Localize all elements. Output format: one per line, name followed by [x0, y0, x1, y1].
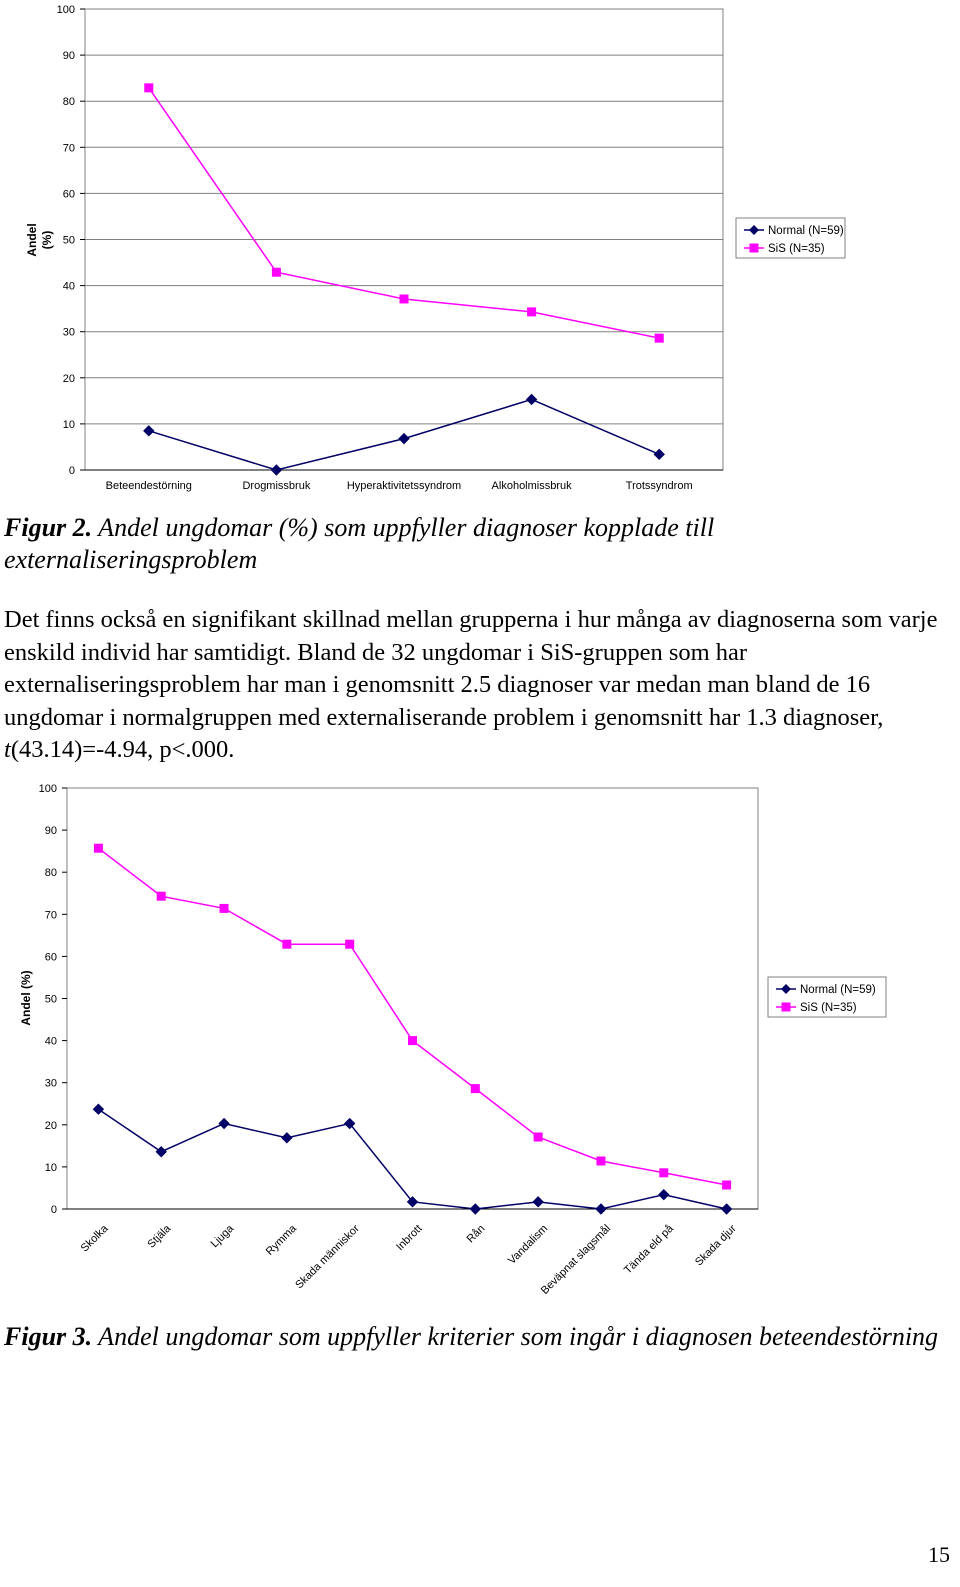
body-paragraph: [4, 604, 954, 767]
data-point-sis: [345, 940, 354, 949]
data-point-normal: [659, 1190, 669, 1200]
data-point-sis: [534, 1133, 543, 1142]
x-category-label: Rymma: [263, 1222, 299, 1258]
x-category-label: Skada djur: [693, 1222, 739, 1269]
x-category-label: Hyperaktivitetssyndrom: [346, 480, 462, 492]
data-point-normal: [470, 1204, 480, 1214]
figure-3-caption: [4, 1321, 944, 1353]
y-tick-label: 90: [62, 50, 75, 63]
data-point-sis: [659, 1168, 668, 1177]
data-point-sis: [471, 1084, 480, 1093]
data-point-normal: [271, 465, 281, 475]
y-tick-label: 50: [62, 234, 75, 247]
chart-conduct-disorder-criteria: [0, 780, 960, 1320]
x-category-label: Drogmissbruk: [242, 480, 311, 492]
figure-3-text: Andel ungdomar som uppfyller kriterier som ingår i diagnosen beteendestörning: [92, 1322, 939, 1351]
x-category-label: Skada människor: [293, 1222, 362, 1292]
data-point-sis: [655, 334, 664, 343]
data-point-sis: [400, 294, 409, 303]
legend-marker-square: [782, 1003, 791, 1012]
y-tick-label: 50: [44, 993, 57, 1006]
y-tick-label: 60: [62, 188, 75, 201]
y-tick-label: 0: [68, 465, 75, 477]
data-point-sis: [408, 1036, 417, 1045]
plot-area: [67, 788, 758, 1209]
data-point-normal: [144, 426, 154, 436]
chart-externalizing-diagnoses: [0, 0, 960, 500]
data-point-sis: [596, 1157, 605, 1166]
y-tick-label: 30: [44, 1077, 57, 1090]
y-tick-label: 20: [44, 1119, 57, 1132]
series-line-sis: [98, 848, 726, 1185]
legend-label: SiS (N=35): [800, 1002, 857, 1014]
y-tick-label: 70: [44, 909, 57, 922]
data-point-sis: [157, 892, 166, 901]
data-point-sis: [272, 268, 281, 277]
y-tick-label: 100: [56, 4, 75, 16]
paragraph-text-2: (43.14)=-4.94, p<.000.: [10, 736, 235, 763]
data-point-normal: [527, 394, 537, 404]
data-point-normal: [282, 1133, 292, 1143]
data-point-sis: [282, 940, 291, 949]
data-point-sis: [220, 904, 229, 913]
series-line-normal: [98, 1109, 726, 1209]
y-tick-label: 10: [62, 418, 75, 431]
data-point-normal: [93, 1104, 103, 1114]
y-tick-label: 20: [62, 372, 75, 385]
x-category-label: Beväpnat slagsmål: [538, 1222, 614, 1297]
y-tick-label: 70: [62, 142, 75, 155]
data-point-normal: [156, 1147, 166, 1157]
x-category-label: Tända eld på: [621, 1222, 676, 1277]
data-point-normal: [533, 1197, 543, 1207]
figure-2-text: Andel ungdomar (%) som uppfyller diagnoser kopplade till externaliseringsproblem: [4, 513, 715, 574]
x-category-label: Alkoholmissbruk: [491, 480, 572, 492]
y-tick-label: 60: [44, 951, 57, 964]
data-point-normal: [219, 1119, 229, 1129]
y-tick-label: 40: [44, 1035, 57, 1048]
y-tick-label: 30: [62, 326, 75, 339]
x-category-label: Rån: [464, 1222, 488, 1246]
legend-label: Normal (N=59): [800, 984, 876, 996]
data-point-sis: [94, 844, 103, 853]
x-category-label: Inbrott: [394, 1222, 425, 1254]
paragraph-text-1: Det finns också en signifikant skillnad mellan grupperna i hur många av diagnoserna som varje enskild individ har samtidigt. Bland de 32 ungdomar i SiS-gruppen som har externaliseringsproblem har man i genomsnitt 2.5 diagnoser var medan man bland de 16 ungdomar i normalgruppen med externaliserande problem i genomsnitt har 1.3 diagnoser,: [4, 606, 938, 731]
y-tick-label: 40: [62, 280, 75, 293]
y-tick-label: 100: [38, 783, 57, 795]
paragraph-t-symbol: t: [4, 736, 11, 763]
figure-2-caption: [4, 512, 944, 576]
y-axis-title: Andel (%): [19, 970, 33, 1026]
data-point-sis: [144, 83, 153, 92]
x-category-label: Trotssyndrom: [625, 480, 693, 492]
y-tick-label: 80: [62, 96, 75, 109]
y-tick-label: 90: [44, 825, 57, 838]
data-point-sis: [527, 307, 536, 316]
figure-3-label: Figur 3.: [4, 1322, 93, 1351]
x-category-label: Ljuga: [208, 1222, 237, 1251]
x-category-label: Skolka: [78, 1222, 111, 1255]
data-point-normal: [722, 1204, 732, 1214]
legend-marker-square: [750, 244, 759, 253]
y-tick-label: 0: [50, 1204, 57, 1216]
legend-label: SiS (N=35): [768, 243, 825, 255]
data-point-normal: [596, 1204, 606, 1214]
x-category-label: Vandalism: [506, 1222, 551, 1267]
data-point-sis: [722, 1181, 731, 1190]
data-point-normal: [654, 449, 664, 459]
legend-label: Normal (N=59): [768, 225, 844, 237]
figure-2-label: Figur 2.: [4, 513, 93, 542]
data-point-normal: [399, 434, 409, 444]
x-category-label: Beteendestörning: [105, 480, 192, 492]
y-axis-title: Andel(%): [25, 223, 54, 257]
x-category-label: Stjäla: [145, 1222, 174, 1251]
y-tick-label: 80: [44, 867, 57, 880]
y-tick-label: 10: [44, 1161, 57, 1174]
page-number: 15: [928, 1542, 950, 1567]
